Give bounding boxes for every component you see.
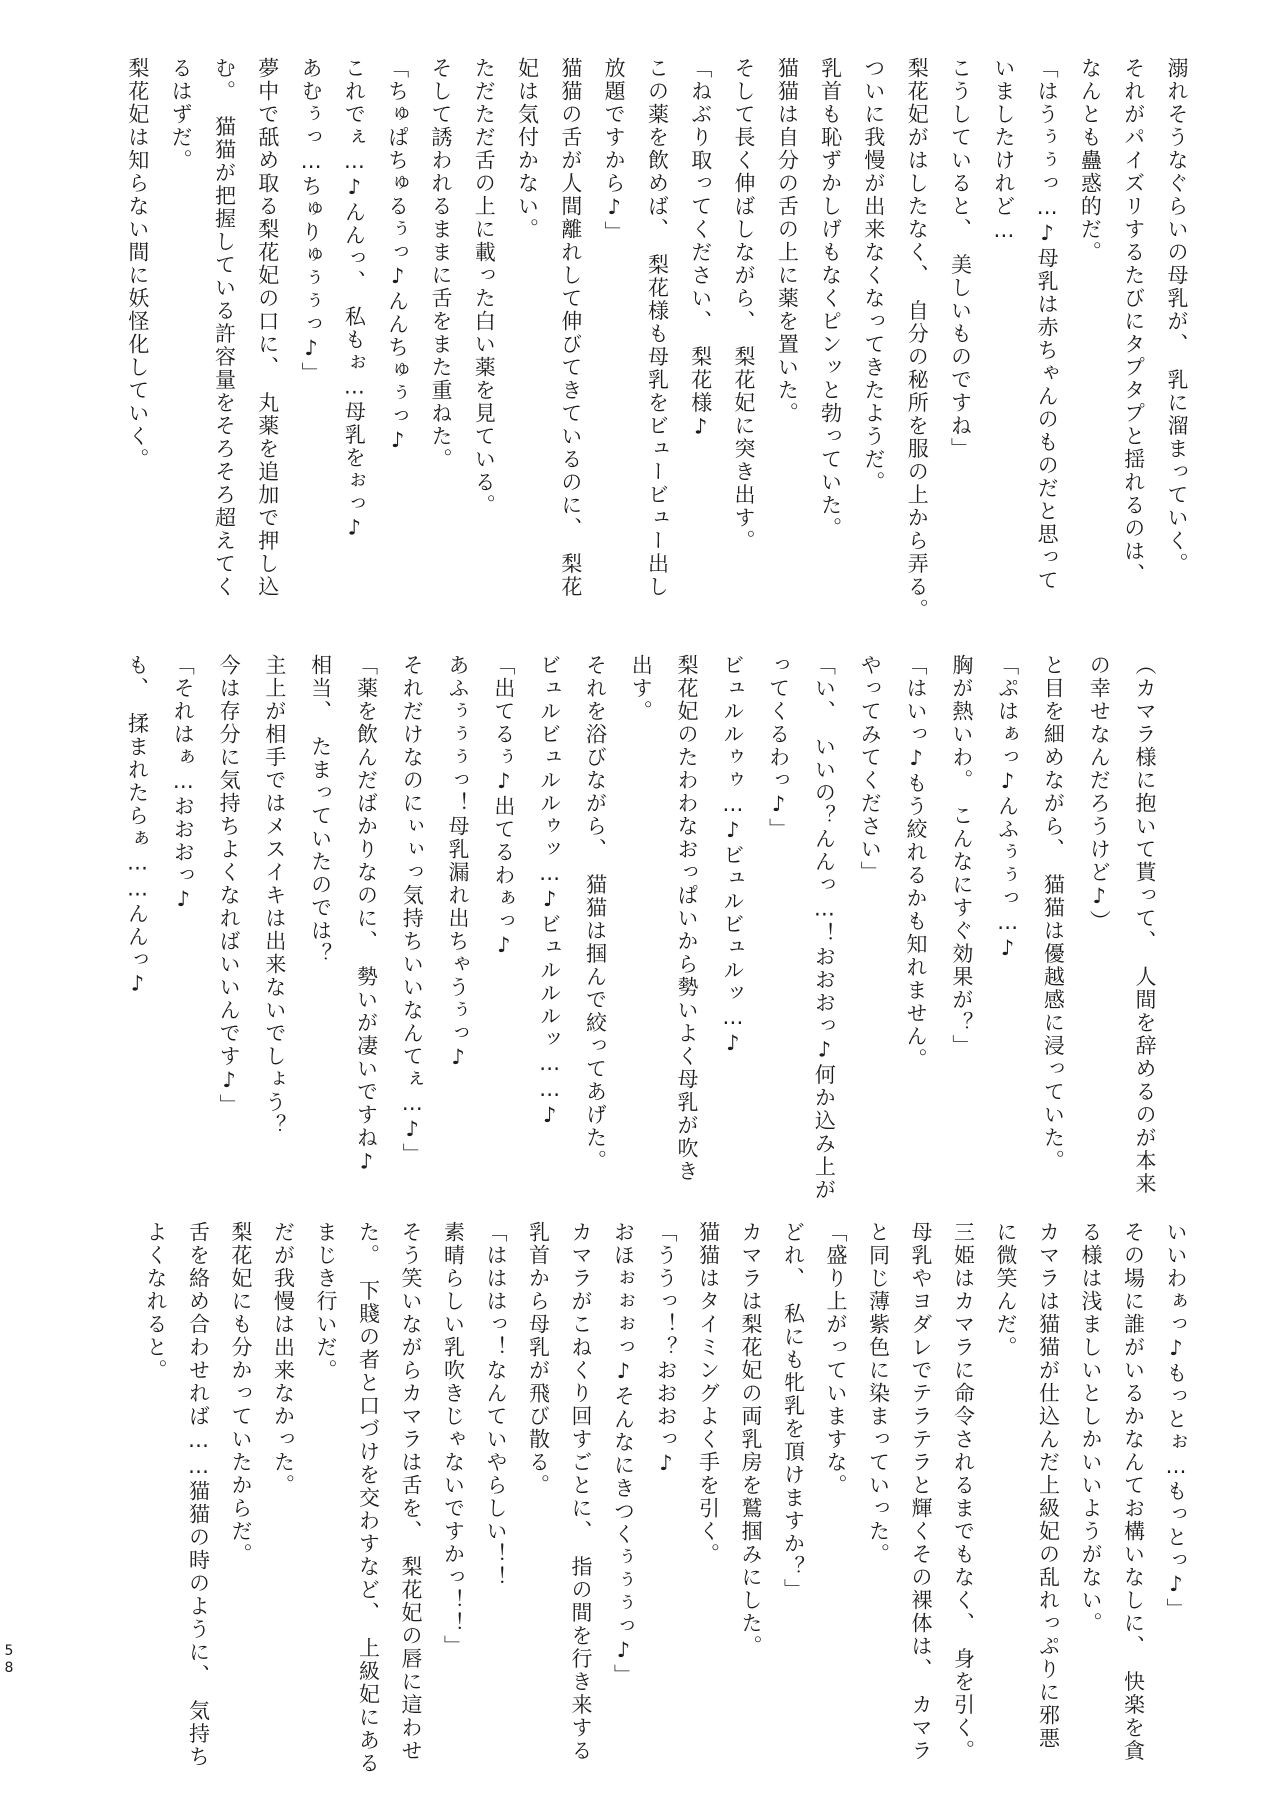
text-line: そして長く伸ばしながら、 梨花妃に突き出す。 [732,57,757,553]
text-line: 「ねぶり取ってください、 梨花様♪ [688,57,713,441]
text-line: ビュルルゥゥ…♪ビュルビュルッ…♪ [720,654,745,1057]
text-line: ただただ舌の上に載った白い薬を見ている。 [472,57,497,517]
text-line: それを浴びながら、 猫猫は掴んで絞ってあげた。 [583,654,608,1173]
text-line: 梨花妃のたわわなおっぱいから勢いよく母乳が吹き [675,654,700,1183]
text-line: なんとも蠱惑的だ。 [1078,57,1103,264]
text-line: 「出てるぅ♪出てるわぁっ♪ [491,654,516,959]
text-line: 胸が熱いわ。 こんなにすぐ効果が？」 [949,654,974,1058]
text-line: カマラがこねくり回すごとに、 指の間を行き来する [569,1221,593,1763]
text-line: 梨花妃にも分かっていたからだ。 [229,1221,253,1566]
text-block-top [116,57,1198,622]
text-line: あむぅっ…ちゅりゅぅぅっ♪」 [299,57,324,385]
text-line: む。 猫猫が把握している許容量をそろそろ超えてく [212,57,237,599]
text-line: 「ちゅぱちゅるぅっ♪んんちゅぅっ♪ [385,57,410,454]
text-line: 「ううっ！？おおおっ♪ [654,1221,678,1477]
text-line: それだけなのにぃぃっ気持ちいいなんてぇ…♪」 [400,654,425,1166]
text-block-middle [114,654,1167,1202]
text-line: あふぅぅぅっ！母乳漏れ出ちゃうぅっ♪ [446,654,471,1071]
text-line: 今は存分に気持ちよくなればいいんです♪」 [217,654,242,1117]
text-line: 素晴らしい乳吹きじゃないですかっ！！」 [441,1221,466,1658]
text-line: だが我慢は出来なかった。 [271,1221,296,1497]
text-line: も、 揉まれたらぁ……んんっ♪ [125,654,150,998]
text-line: 「それはぁ…おおおっ♪ [171,654,196,913]
text-line: カマラは猫猫が仕込んだ上級妃の乱れっぷりに邪悪 [1036,1221,1061,1750]
text-line: 「薬を飲んだばかりなのに、 勢いが凄いですね♪ [354,654,379,1176]
text-line: ってくるわっ♪」 [766,654,791,841]
text-line: に微笑んだ。 [994,1221,1018,1359]
text-block-bottom [135,1221,1198,1775]
text-line: 猫猫は自分の舌の上に薬を置いた。 [775,57,800,425]
text-line: この薬を飲めば、 梨花様も母乳をビュービュー出し [645,57,670,599]
text-line: こうしていると、 美しいものですね」 [948,57,973,461]
text-line: （カマラ様に抱いて貰って、 人間を辞めるのが本来 [1133,654,1157,1196]
text-line: 三姫はカマラに命令されるまでもなく、 身を引く。 [951,1221,976,1763]
text-line: その場に誰がいるかなんてお構いなしに、 快楽を貪 [1121,1221,1146,1763]
text-line: これでぇ…♪んんっ、 私もぉ…母乳をぉっ♪ [342,57,367,542]
text-line: 梨花妃は知らない間に妖怪化していく。 [125,57,150,471]
text-line: いましたけれど… [991,57,1016,244]
text-line: 「い、 いいの？んんっ…！おおおっ♪何か込み上が [812,654,837,1202]
text-line: 「ぷはぁっ♪んふぅぅっ…♪ [995,654,1020,962]
text-line: 「はうぅぅっ…♪母乳は赤ちゃんのものだと思って [1035,57,1060,592]
text-line: おほぉぉぉっ♪そんなにきつくぅぅぅっ♪」 [611,1221,636,1687]
text-line: 相当、 たまっていたのでは？ [308,654,333,966]
text-line: そして誘われるままに舌をまた重ねた。 [428,57,453,471]
text-line: まじき行いだ。 [314,1221,338,1382]
text-line: 夢中で舐め取る梨花妃の口に、 丸薬を追加で押し込 [255,57,280,599]
text-line: 舌を絡め合わせれば……猫猫の時のように、 気持ち [186,1221,211,1769]
text-line: 妃は気付かない。 [515,57,540,241]
text-line: 乳首から母乳が飛び散る。 [526,1221,551,1497]
text-line: よくなれると。 [144,1221,168,1382]
text-line: 放題ですから♪」 [602,57,627,244]
text-line: 出す。 [629,654,654,723]
text-line: 「はははっ！なんていやらしい！！ [484,1221,508,1589]
text-line: ついに我慢が出来なくなってきたようだ。 [861,57,886,494]
text-line: 梨花妃がはしたなく、 自分の秘所を服の上から弄る。 [905,57,930,622]
text-line: る様は浅ましいとしかいいようがない。 [1079,1221,1103,1635]
text-line: た。 下賤の者と口づけを交わすなど、 上級妃にある [356,1221,381,1775]
text-line: いいわぁっ♪もっとぉ…もっとっ♪」 [1164,1221,1188,1621]
text-line: るはずだ。 [169,57,194,172]
text-line: と同じ薄紫色に染まっていった。 [866,1221,891,1566]
text-line: 母乳やヨダレでテラテラと輝くその裸体は、 カマラ [909,1221,933,1763]
text-line: ビュルビュルルゥッ…♪ビュルルルッ……♪ [537,654,562,1129]
text-line: 溺れそうなぐらいの母乳が、 乳に溜まっていく。 [1165,57,1189,576]
text-line: 「盛り上がっていますな。 [824,1221,848,1497]
text-line: 猫猫はタイミングよく手を引く。 [696,1221,721,1566]
text-line: それがパイズリするたびにタプタプと揺れるのは、 [1121,57,1146,586]
text-line: の幸せなんだろうけど♪） [1087,654,1112,933]
text-line: そう笑いながらカマラは舌を、 梨花妃の唇に這わせ [399,1221,423,1763]
text-line: どれ、 私にも牝乳を頂けますか？」 [781,1221,806,1602]
text-line: 猫猫の舌が人間離れして伸びてきているのに、 梨花 [558,57,583,599]
text-line: 「はいっ♪もう絞れるかも知れません。 [904,654,929,1071]
text-line: カマラは梨花妃の両乳房を鷲掴みにした。 [739,1221,763,1658]
text-line: 乳首も恥ずかしげもなくピンッと勃っていた。 [818,57,843,540]
page-number: 58 [1,1643,17,1677]
text-line: 主上が相手ではメスイキは出来ないでしょう？ [262,654,287,1137]
text-line: やってみてください」 [858,654,883,884]
text-line: と目を細めながら、 猫猫は優越感に浸っていた。 [1041,654,1066,1173]
